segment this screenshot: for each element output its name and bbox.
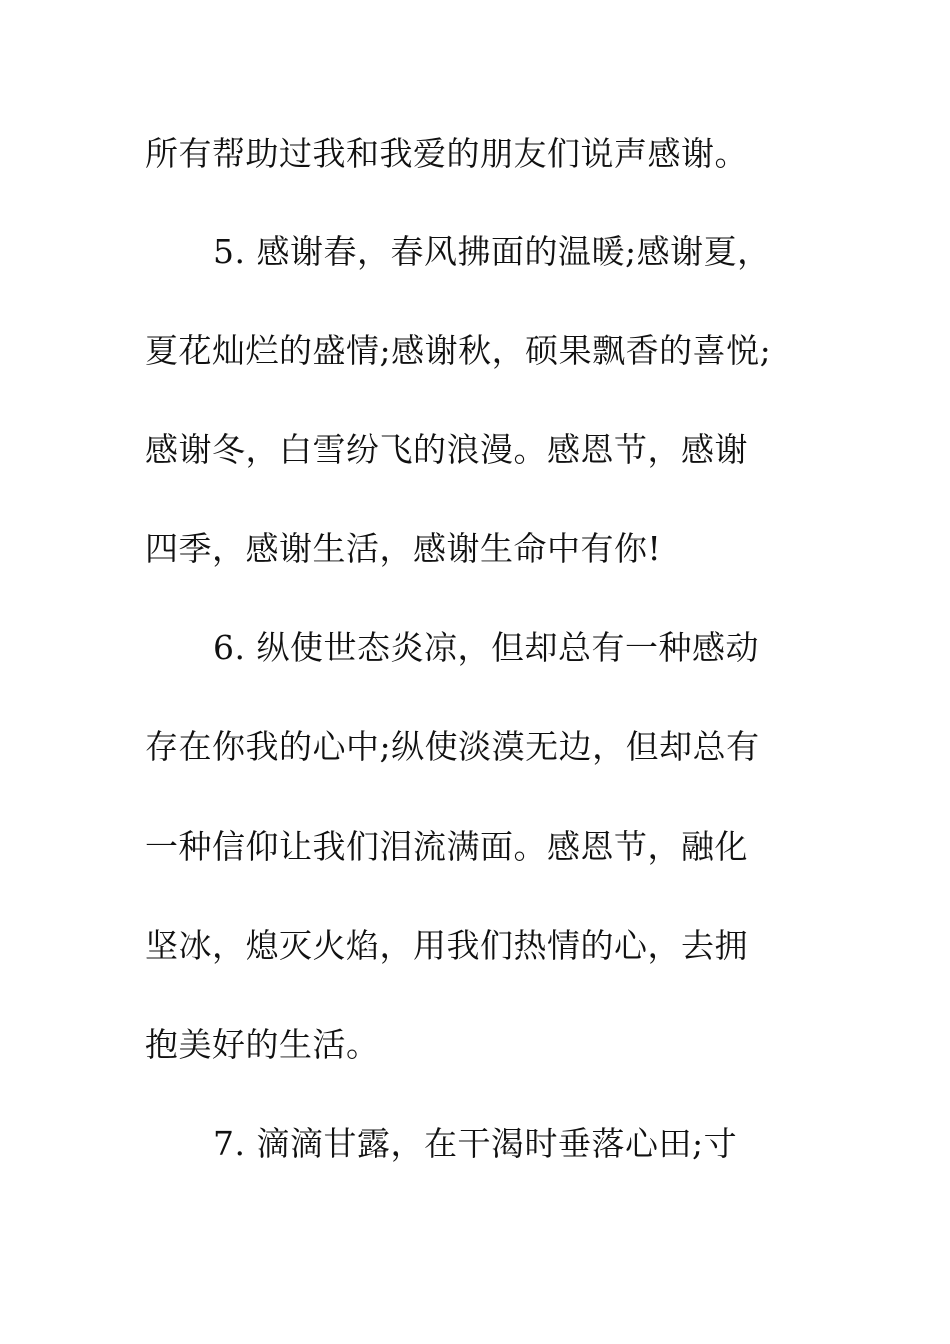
text-line: 坚冰，熄灭火焰，用我们热情的心，去拥: [145, 926, 748, 965]
text-line: 7. 滴滴甘露，在干渴时垂落心田;寸: [213, 1124, 738, 1163]
text-line: 感谢冬，白雪纷飞的浪漫。感恩节，感谢: [145, 430, 748, 469]
text-line: 6. 纵使世态炎凉，但却总有一种感动: [213, 628, 759, 667]
text-line: 所有帮助过我和我爱的朋友们说声感谢。: [145, 134, 748, 173]
text-line: 夏花灿烂的盛情;感谢秋，硕果飘香的喜悦;: [145, 331, 772, 370]
text-line: 抱美好的生活。: [145, 1025, 380, 1064]
text-line: 四季，感谢生活，感谢生命中有你!: [145, 529, 662, 568]
text-line: 一种信仰让我们泪流满面。感恩节，融化: [145, 827, 748, 866]
text-line: 5. 感谢春，春风拂面的温暖;感谢夏，: [213, 232, 771, 271]
text-line: 存在你我的心中;纵使淡漠无边，但却总有: [145, 727, 760, 766]
